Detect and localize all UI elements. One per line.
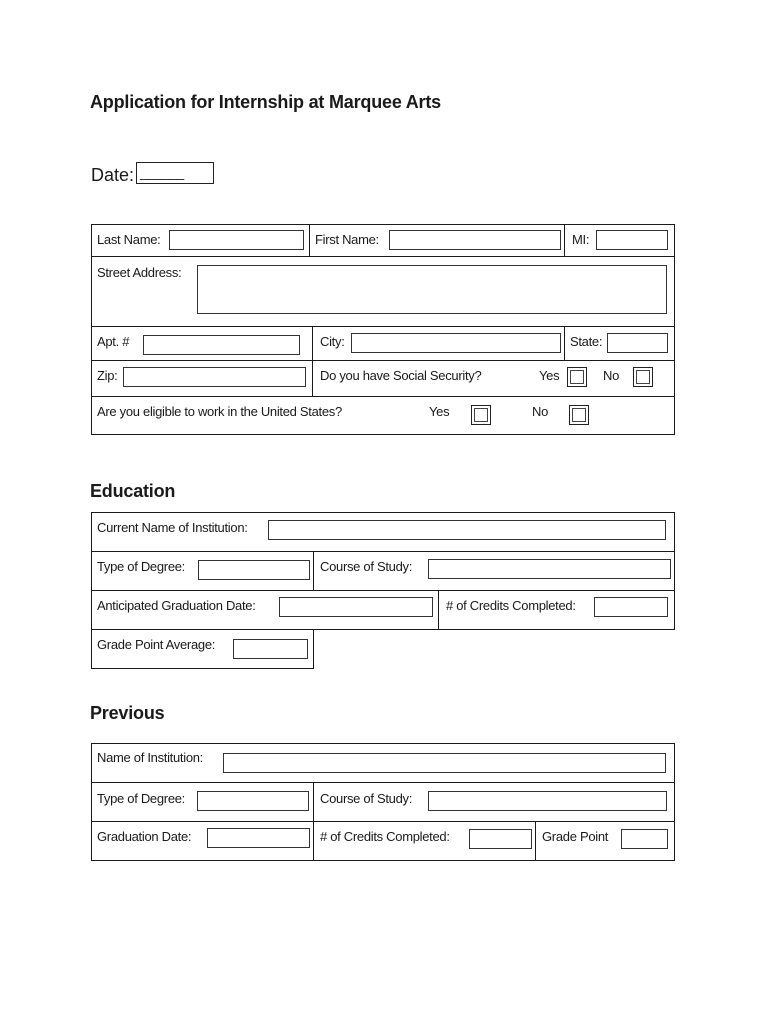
prev-course-label: Course of Study: bbox=[320, 791, 413, 806]
edu-credits-field[interactable] bbox=[594, 597, 668, 617]
edu-gpa-label: Grade Point Average: bbox=[97, 637, 216, 652]
last-name-field[interactable] bbox=[169, 230, 304, 250]
edu-grad-date-cell bbox=[91, 590, 439, 630]
edu-course-cell bbox=[313, 551, 675, 591]
zip-field[interactable] bbox=[123, 367, 306, 387]
work-question: Are you eligible to work in the United States? bbox=[97, 404, 342, 419]
edu-institution-field[interactable] bbox=[268, 520, 666, 540]
prev-grad-date-cell bbox=[91, 821, 314, 861]
prev-gpa-cell bbox=[535, 821, 675, 861]
prev-degree-field[interactable] bbox=[197, 791, 309, 811]
mi-cell bbox=[564, 224, 675, 257]
edu-institution-label: Current Name of Institution: bbox=[97, 520, 248, 535]
edu-institution-cell bbox=[91, 512, 675, 552]
edu-course-label: Course of Study: bbox=[320, 559, 413, 574]
state-cell bbox=[564, 326, 675, 361]
prev-gpa-label: Grade Point bbox=[542, 829, 609, 844]
ssn-yes-label: Yes bbox=[539, 368, 560, 383]
apt-field[interactable] bbox=[143, 335, 300, 355]
prev-institution-field[interactable] bbox=[223, 753, 666, 773]
street-field[interactable] bbox=[197, 265, 667, 314]
edu-gpa-cell bbox=[91, 629, 314, 669]
edu-grad-date-label: Anticipated Graduation Date: bbox=[97, 598, 256, 613]
prev-course-cell bbox=[313, 782, 675, 822]
edu-grad-date-field[interactable] bbox=[279, 597, 433, 617]
city-cell bbox=[312, 326, 565, 361]
work-yes-label: Yes bbox=[429, 404, 450, 419]
previous-heading: Previous bbox=[90, 703, 165, 723]
city-label: City: bbox=[320, 334, 345, 349]
ssn-cell bbox=[312, 360, 675, 397]
date-blank: ______ bbox=[140, 164, 184, 180]
edu-gpa-field[interactable] bbox=[233, 639, 308, 659]
date-label: Date: bbox=[91, 165, 135, 185]
street-cell bbox=[91, 256, 675, 327]
ssn-yes-checkbox[interactable] bbox=[567, 367, 587, 387]
prev-institution-label: Name of Institution: bbox=[97, 750, 203, 765]
apt-label: Apt. # bbox=[97, 334, 130, 349]
mi-field[interactable] bbox=[596, 230, 668, 250]
edu-degree-field[interactable] bbox=[198, 560, 310, 580]
work-cell bbox=[91, 396, 675, 435]
prev-degree-cell bbox=[91, 782, 314, 822]
education-heading: Education bbox=[90, 481, 176, 501]
prev-grad-date-field[interactable] bbox=[207, 828, 310, 848]
first-name-field[interactable] bbox=[389, 230, 561, 250]
work-no-label: No bbox=[532, 404, 549, 419]
prev-grad-date-label: Graduation Date: bbox=[97, 829, 192, 844]
prev-gpa-field[interactable] bbox=[621, 829, 668, 849]
last-name-cell bbox=[91, 224, 310, 257]
prev-credits-label: # of Credits Completed: bbox=[320, 829, 450, 844]
ssn-no-label: No bbox=[603, 368, 620, 383]
edu-course-field[interactable] bbox=[428, 559, 671, 579]
first-name-cell bbox=[309, 224, 565, 257]
prev-course-field[interactable] bbox=[428, 791, 667, 811]
edu-degree-label: Type of Degree: bbox=[97, 559, 185, 574]
mi-label: MI: bbox=[572, 232, 590, 247]
edu-degree-cell bbox=[91, 551, 314, 591]
last-name-label: Last Name: bbox=[97, 232, 161, 247]
street-label: Street Address: bbox=[97, 265, 182, 280]
page-title: Application for Internship at Marquee Arts bbox=[90, 92, 441, 112]
work-yes-checkbox[interactable] bbox=[471, 405, 491, 425]
first-name-label: First Name: bbox=[315, 232, 379, 247]
edu-credits-cell bbox=[438, 590, 675, 630]
edu-credits-label: # of Credits Completed: bbox=[446, 598, 576, 613]
prev-degree-label: Type of Degree: bbox=[97, 791, 185, 806]
ssn-no-checkbox[interactable] bbox=[633, 367, 653, 387]
prev-credits-cell bbox=[313, 821, 536, 861]
state-field[interactable] bbox=[607, 333, 668, 353]
ssn-question: Do you have Social Security? bbox=[320, 368, 482, 383]
state-label: State: bbox=[570, 334, 603, 349]
work-no-checkbox[interactable] bbox=[569, 405, 589, 425]
zip-label: Zip: bbox=[97, 368, 118, 383]
zip-cell bbox=[91, 360, 313, 397]
city-field[interactable] bbox=[351, 333, 561, 353]
prev-institution-cell bbox=[91, 743, 675, 783]
prev-credits-field[interactable] bbox=[469, 829, 532, 849]
apt-cell bbox=[91, 326, 313, 361]
